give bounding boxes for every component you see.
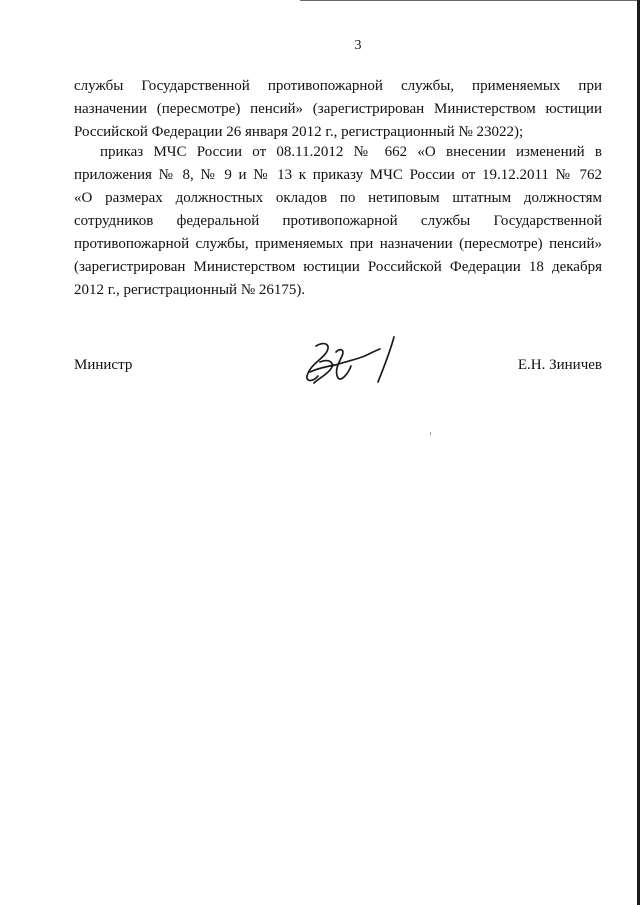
paragraph-line: противопожарной службы, применяемых при назначении (пересмотре) пенсий» <box>74 236 602 252</box>
scan-edge-top <box>300 0 640 1</box>
paragraph-line: сотрудников федеральной противопожарной службы Государственной <box>74 213 602 229</box>
paragraph-line: Российской Федерации 26 января 2012 г., регистрационный № 23022); <box>74 124 524 140</box>
page-number: 3 <box>354 38 362 53</box>
scan-speck <box>430 432 431 435</box>
paragraph-line: назначении (пересмотре) пенсий» (зарегистрирован Министерством юстиции <box>74 101 602 117</box>
paragraph-line: службы Государственной противопожарной службы, применяемых при <box>74 78 602 94</box>
handwritten-signature <box>296 332 406 393</box>
paragraph-line: 2012 г., регистрационный № 26175). <box>74 282 306 298</box>
signatory-name: Е.Н. Зиничев <box>517 357 602 373</box>
paragraph-1 <box>74 75 602 144</box>
paragraph-2 <box>74 141 602 302</box>
paragraph-line: приказ МЧС России от 08.11.2012 № 662 «О внесении изменений в <box>100 144 602 160</box>
paragraph-line: «О размерах должностных окладов по нетиповым штатным должностям <box>74 190 602 206</box>
paragraph-line: приложения № 8, № 9 и № 13 к приказу МЧС России от 19.12.2011 № 762 <box>74 167 602 183</box>
signatory-position: Министр <box>74 357 133 373</box>
paragraph-line: (зарегистрирован Министерством юстиции Российской Федерации 18 декабря <box>74 259 602 275</box>
